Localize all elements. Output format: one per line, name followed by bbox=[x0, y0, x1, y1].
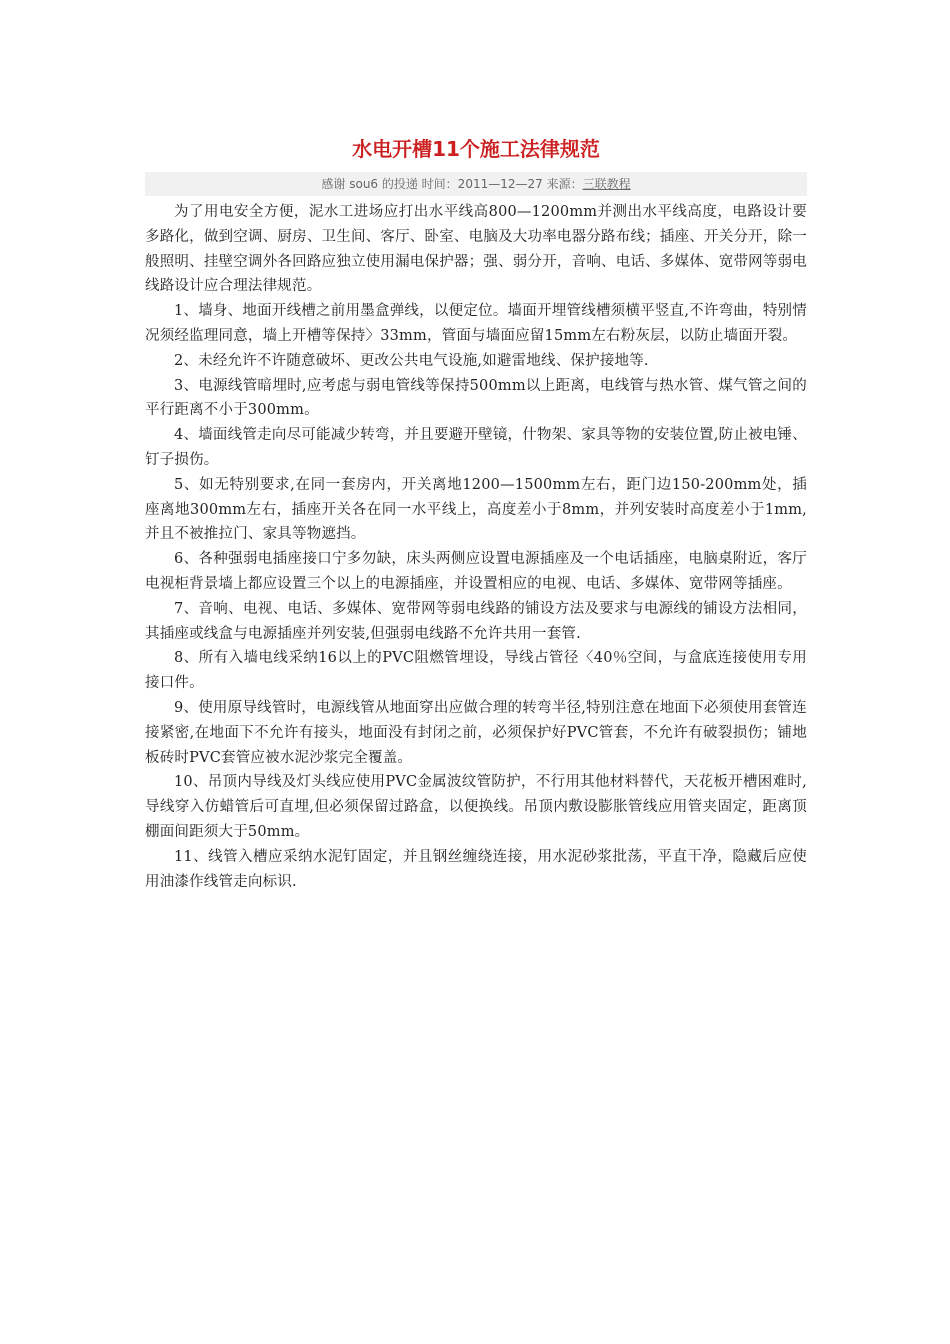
rule-paragraph-3: 3、电源线管暗埋时,应考虑与弱电管线等保持500mm以上距离，电线管与热水管、煤气管之间的平行距离不小于300mm。 bbox=[145, 377, 807, 419]
rule-paragraph-10: 10、吊顶内导线及灯头线应使用PVC金属波纹管防护，不行用其他材料替代，天花板开槽困难时,导线穿入仿蜡管后可直埋,但必须保留过路盒，以便换线。吊顶内敷设膨胀管线应用管夹固定，距离顶棚面间距须大于50mm。 bbox=[145, 774, 807, 840]
rule-paragraph-1: 1、墙身、地面开线槽之前用墨盒弹线，以便定位。墙面开埋管线槽须横平竖直,不许弯曲，特别情况须经监理同意，墙上开槽等保持〉33mm，管面与墙面应留15mm左右粉灰层，以防止墙面开裂。 bbox=[145, 303, 807, 344]
article-title: 水电开槽11个施工法律规范 bbox=[352, 137, 600, 161]
rule-paragraph-9: 9、使用原导线管时，电源线管从地面穿出应做合理的转弯半径,特别注意在地面下必须使用套管连接紧密,在地面下不允许有接头，地面没有封闭之前，必须保护好PVC管套，不允许有破裂损伤；铺地板砖时PVC套管应被水泥沙浆完全覆盖。 bbox=[145, 699, 807, 766]
rule-paragraph-6: 6、各种强弱电插座接口宁多勿缺，床头两侧应设置电源插座及一个电话插座，电脑桌附近，客厅电视柜背景墙上都应设置三个以上的电源插座，并设置相应的电视、电话、多媒体、宽带网等插座。 bbox=[145, 551, 807, 592]
rule-paragraph-7: 7、音响、电视、电话、多媒体、宽带网等弱电线路的铺设方法及要求与电源线的铺设方法相同，其插座或线盒与电源插座并列安装,但强弱电线路不允许共用一套管. bbox=[145, 600, 807, 642]
rule-paragraph-4: 4、墙面线管走向尽可能减少转弯，并且要避开壁镜，什物架、家具等物的安装位置,防止被电锤、钉子损伤。 bbox=[145, 427, 807, 468]
meta-info: 感谢 sou6 的投递 时间：2011—12—27 来源： bbox=[321, 177, 583, 191]
article-meta bbox=[145, 172, 807, 196]
rule-paragraph-11: 11、线管入槽应采纳水泥钉固定，并且钢丝缠绕连接，用水泥砂浆批荡，平直干净，隐藏后应使用油漆作线管走向标识. bbox=[145, 848, 807, 890]
rule-paragraph-5: 5、如无特别要求,在同一套房内，开关离地1200—1500mm左右，距门边150-200mm处，插座离地300mm左右，插座开关各在同一水平线上，高度差小于8mm，并列安装时高度差小于1mm,并且不被推拉门、家具等物遮挡。 bbox=[145, 476, 807, 543]
article-body bbox=[145, 200, 807, 894]
intro-paragraph: 为了用电安全方便，泥水工进场应打出水平线高800—1200mm并测出水平线高度，电路设计要多路化，做到空调、厨房、卫生间、客厅、卧室、电脑及大功率电器分路布线；插座、开关分开，除一般照明、挂壁空调外各回路应独立使用漏电保护器；强、弱分开，音响、电话、多媒体、宽带网等弱电线路设计应合理法律规范。 bbox=[145, 204, 807, 295]
rule-paragraph-2: 2、未经允许不许随意破坏、更改公共电气设施,如避雷地线、保护接地等. bbox=[174, 352, 649, 369]
article bbox=[145, 132, 807, 894]
source-link[interactable]: 三联教程 bbox=[582, 177, 631, 191]
rule-paragraph-8: 8、所有入墙电线采纳16以上的PVC阻燃管埋设，导线占管径〈40％空间，与盒底连接使用专用接口件。 bbox=[145, 650, 807, 692]
